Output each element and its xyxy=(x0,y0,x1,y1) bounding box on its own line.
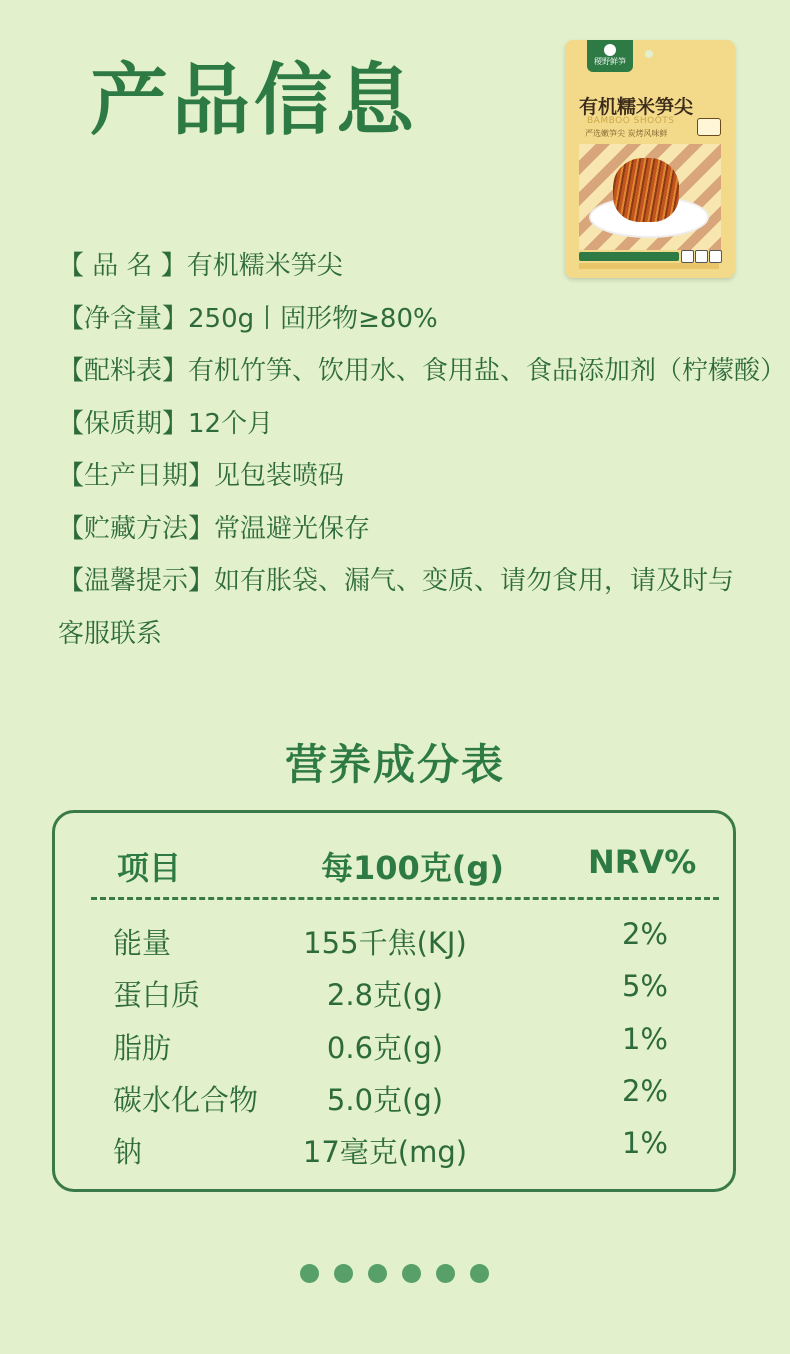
package-product-name: 有机糯米笋尖 xyxy=(579,96,694,118)
table-row-item: 钠 xyxy=(113,1135,143,1169)
info-row-net-weight: 【净含量】250g丨固形物≥80% xyxy=(58,303,438,334)
product-info-list xyxy=(58,240,787,660)
nutrition-title: 营养成分表 xyxy=(284,740,505,789)
table-row-nrv: 1% xyxy=(621,1126,668,1160)
package-subtitle: 严选嫩笋尖 炭烤风味鲜 xyxy=(585,129,668,138)
table-row-value: 155千焦(KJ) xyxy=(303,926,467,960)
page-dot[interactable] xyxy=(436,1264,455,1283)
pagination-dots xyxy=(300,1264,504,1287)
header-nrv: NRV% xyxy=(588,843,697,881)
page-dot[interactable] xyxy=(334,1264,353,1283)
header-divider xyxy=(91,897,719,900)
table-row-item: 能量 xyxy=(113,926,172,960)
nutrition-table xyxy=(52,810,736,1192)
table-row-value: 0.6克(g) xyxy=(326,1031,444,1065)
logo-icon xyxy=(604,44,616,56)
page-dot[interactable] xyxy=(402,1264,421,1283)
package-english-name: BAMBOO SHOOTS xyxy=(587,116,675,126)
table-row-nrv: 5% xyxy=(621,969,668,1003)
page-dot[interactable] xyxy=(368,1264,387,1283)
table-row-nrv: 2% xyxy=(621,1074,668,1108)
table-row-value: 5.0克(g) xyxy=(326,1083,444,1117)
info-row-storage: 【贮藏方法】常温避光保存 xyxy=(58,513,371,544)
page-dot[interactable] xyxy=(300,1264,319,1283)
table-row-item: 脂肪 xyxy=(113,1031,172,1065)
table-row-value: 17毫克(mg) xyxy=(302,1135,468,1169)
info-row-shelf-life: 【保质期】12个月 xyxy=(58,408,274,439)
brand-logo xyxy=(587,40,633,72)
bamboo-shoots-image xyxy=(613,158,679,222)
table-row-item: 碳水化合物 xyxy=(113,1083,259,1117)
page-title: 产品信息 xyxy=(90,56,419,146)
info-row-name: 【 品 名 】有机糯米笋尖 xyxy=(58,251,343,281)
info-row-ingredients: 【配料表】有机竹笋、饮用水、食用盐、食品添加剂（柠檬酸） xyxy=(58,356,787,386)
table-row-value: 2.8克(g) xyxy=(326,978,444,1012)
table-row-item: 蛋白质 xyxy=(113,978,201,1012)
package-badge xyxy=(697,118,721,136)
brand-name: 稷野鲜笋 xyxy=(594,57,626,66)
hang-hole xyxy=(645,50,653,58)
page-dot[interactable] xyxy=(470,1264,489,1283)
info-row-production-date: 【生产日期】见包装喷码 xyxy=(58,461,345,491)
table-row-nrv: 1% xyxy=(621,1022,668,1056)
info-row-tips: 【温馨提示】如有胀袋、漏气、变质、请勿食用，请及时与客服联系 xyxy=(58,566,735,649)
header-per-100g: 每100克(g) xyxy=(321,849,504,887)
table-row-nrv: 2% xyxy=(621,917,668,951)
header-item: 项目 xyxy=(117,849,182,887)
